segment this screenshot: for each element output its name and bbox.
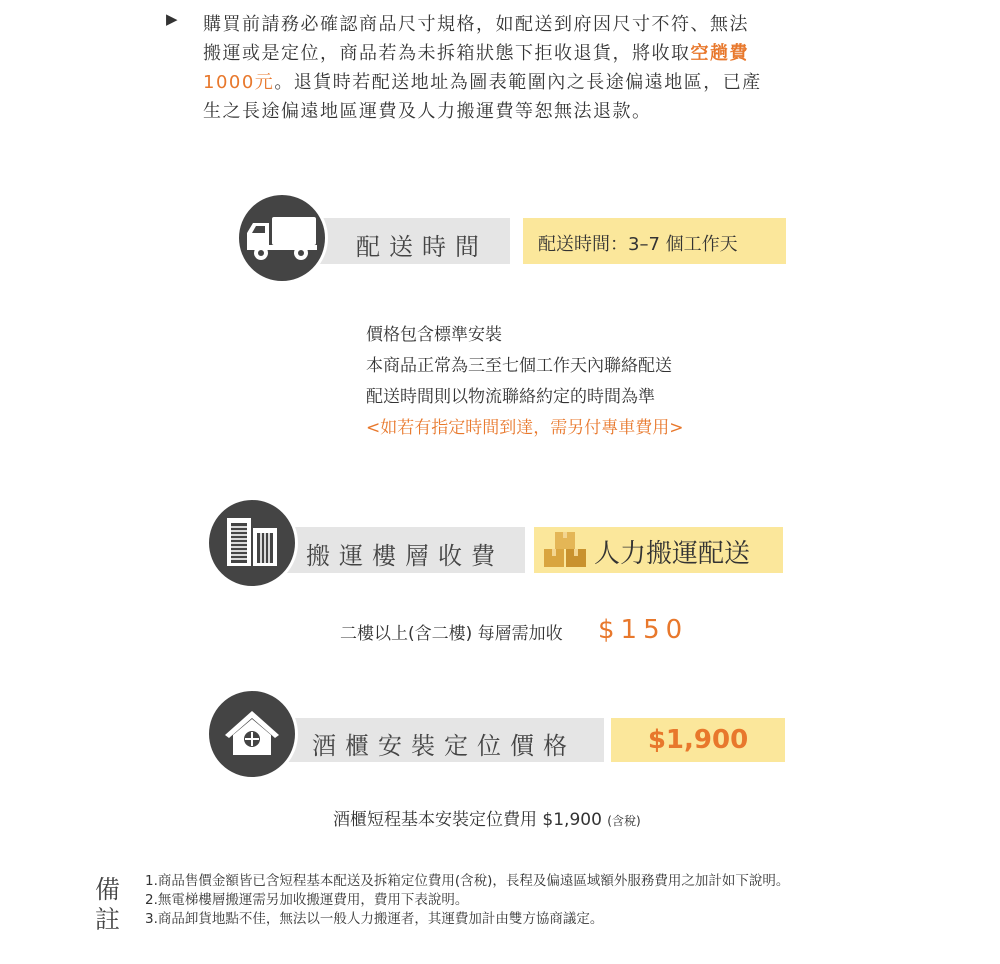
note-item-1: 1.商品售價金額皆已含短程基本配送及拆箱定位費用(含稅)，長程及偏遠區域額外服務費用之加計如下說明。 xyxy=(145,873,790,889)
building-icon-badge xyxy=(206,497,298,589)
delivery-line-3: 配送時間則以物流聯絡約定的時間為準 xyxy=(366,387,655,407)
install-label: 酒櫃安裝定位價格 xyxy=(312,732,576,760)
notice-line-1: 購買前請務必確認商品尺寸規格，如配送到府因尺寸不符、無法 xyxy=(203,14,749,35)
bullet-arrow-icon: ▶ xyxy=(166,10,178,28)
install-description-text: 酒櫃短程基本安裝定位費用 $1,900 xyxy=(333,810,602,830)
house-icon-badge xyxy=(206,688,298,780)
empty-trip-fee: 空趟費 xyxy=(690,43,749,64)
notes-label-bottom: 註 xyxy=(95,905,121,934)
boxes-icon xyxy=(541,530,591,570)
truck-icon xyxy=(239,195,325,281)
install-description xyxy=(333,805,641,830)
purchase-notice xyxy=(203,10,843,126)
notice-line-4: 生之長途偏遠地區運費及人力搬運費等恕無法退款。 xyxy=(203,101,652,122)
floor-fee-price: $150 xyxy=(598,615,689,645)
delivery-label: 配送時間 xyxy=(356,233,488,261)
notes-list xyxy=(145,872,789,929)
building-icon xyxy=(209,500,295,586)
notice-line-2 xyxy=(203,39,843,68)
delivery-time-text: 配送時間：3–7 個工作天 xyxy=(538,234,738,255)
tax-included-note: (含稅) xyxy=(607,814,641,828)
note-item-2: 2.無電梯樓層搬運需另加收搬運費用，費用下表說明。 xyxy=(145,892,469,908)
install-price: $1,900 xyxy=(647,725,749,755)
delivery-description xyxy=(366,320,684,444)
truck-icon-badge xyxy=(236,192,328,284)
notice-line-2-text: 搬運或是定位，商品若為未拆箱狀態下拒收退貨，將收取 xyxy=(203,43,691,64)
house-icon xyxy=(209,691,295,777)
delivery-line-2: 本商品正常為三至七個工作天內聯絡配送 xyxy=(366,356,672,376)
manual-delivery-text: 人力搬運配送 xyxy=(594,539,751,569)
notice-line-3-text: 。退貨時若配送地址為圖表範圍內之長途偏遠地區，已產 xyxy=(274,72,762,93)
note-item-3: 3.商品卸貨地點不佳，無法以一般人力搬運者，其運費加計由雙方協商議定。 xyxy=(145,911,604,927)
fee-amount: 1000元 xyxy=(203,72,275,93)
notice-line-3 xyxy=(203,68,843,97)
floor-fee-description: 二樓以上(含二樓) 每層需加收 xyxy=(340,624,563,644)
delivery-line-1: 價格包含標準安裝 xyxy=(366,325,502,345)
notes-label-top: 備 xyxy=(95,875,121,904)
delivery-special-note: <如若有指定時間到達，需另付專車費用> xyxy=(366,418,684,438)
floor-fee-label: 搬運樓層收費 xyxy=(306,542,504,570)
